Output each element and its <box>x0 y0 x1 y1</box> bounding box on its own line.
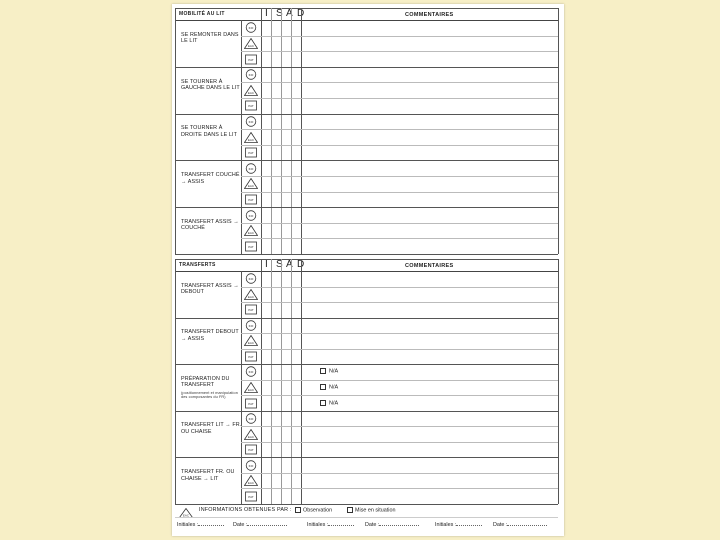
svg-text:INF: INF <box>248 370 254 375</box>
square-icon <box>244 351 258 362</box>
triangle-icon <box>244 225 258 236</box>
comment-cell[interactable] <box>302 52 557 66</box>
svg-text:INF: INF <box>248 277 254 282</box>
score-cell[interactable] <box>292 52 301 66</box>
score-cell[interactable] <box>292 239 301 253</box>
score-cell[interactable] <box>262 412 271 426</box>
score-cell[interactable] <box>262 52 271 66</box>
svg-text:PAT: PAT <box>248 104 254 109</box>
activity-label: TRANSFERT COUCHÉ → ASSIS <box>181 172 240 185</box>
score-cell[interactable] <box>292 427 301 441</box>
score-cell[interactable] <box>262 146 271 160</box>
score-cell[interactable] <box>292 177 301 191</box>
score-cell[interactable] <box>262 177 271 191</box>
score-cell[interactable] <box>262 99 271 113</box>
svg-text:PAT: PAT <box>248 244 254 249</box>
triangle-icon <box>244 178 258 189</box>
score-cell[interactable] <box>282 161 291 175</box>
score-cell[interactable] <box>292 288 301 302</box>
svg-text:PAT: PAT <box>248 197 254 202</box>
square-icon <box>244 147 258 158</box>
comment-cell[interactable] <box>302 146 557 160</box>
frame-left <box>175 259 176 504</box>
score-cell[interactable] <box>262 365 271 379</box>
triangle-icon <box>244 85 258 96</box>
score-cell[interactable] <box>262 272 271 286</box>
score-cell[interactable] <box>262 350 271 364</box>
date-2[interactable]: Date : <box>365 521 419 528</box>
comment-cell[interactable] <box>302 115 557 129</box>
score-cell[interactable] <box>292 37 301 51</box>
score-cell[interactable] <box>262 288 271 302</box>
na-option[interactable]: N/A <box>320 384 338 390</box>
score-cell[interactable] <box>262 37 271 51</box>
score-cell[interactable] <box>262 474 271 488</box>
score-cell[interactable] <box>272 99 281 113</box>
score-cell[interactable] <box>272 427 281 441</box>
comment-cell[interactable] <box>302 193 557 207</box>
svg-text:EAC: EAC <box>247 184 255 189</box>
comment-cell[interactable] <box>302 130 557 144</box>
comment-cell[interactable] <box>302 161 557 175</box>
triangle-icon <box>244 289 258 300</box>
svg-text:EAC: EAC <box>247 137 255 142</box>
comment-cell[interactable] <box>302 474 557 488</box>
svg-text:INF: INF <box>248 119 254 124</box>
col-s: S <box>276 259 283 270</box>
footer <box>175 504 558 534</box>
score-cell[interactable] <box>282 130 291 144</box>
col-d: D <box>297 259 305 270</box>
svg-text:PAT: PAT <box>248 401 254 406</box>
col-d: D <box>297 8 305 19</box>
comment-cell[interactable] <box>302 350 557 364</box>
comment-cell[interactable] <box>302 68 557 82</box>
score-cell[interactable] <box>282 443 291 457</box>
col-a: A <box>286 259 293 270</box>
svg-text:PAT: PAT <box>248 308 254 313</box>
score-cell[interactable] <box>272 239 281 253</box>
activity-label: SE TOURNER À GAUCHE DANS LE LIT <box>181 78 240 92</box>
score-cell[interactable] <box>282 396 291 410</box>
triangle-icon <box>244 475 258 486</box>
square-icon <box>244 304 258 315</box>
comment-cell[interactable] <box>302 239 557 253</box>
score-cell[interactable] <box>272 474 281 488</box>
na-checkbox[interactable] <box>320 368 326 374</box>
score-cell[interactable] <box>292 193 301 207</box>
initials-3[interactable]: Initiales : <box>435 521 482 528</box>
score-cell[interactable] <box>272 37 281 51</box>
score-cell[interactable] <box>282 412 291 426</box>
score-cell[interactable] <box>292 130 301 144</box>
svg-text:EAC: EAC <box>247 90 255 95</box>
square-icon <box>244 241 258 252</box>
score-cell[interactable] <box>282 272 291 286</box>
col-a: A <box>286 8 293 19</box>
na-option[interactable]: N/A <box>320 400 338 406</box>
score-cell[interactable] <box>282 350 291 364</box>
svg-text:EAC: EAC <box>247 231 255 236</box>
comment-cell[interactable] <box>302 365 557 379</box>
na-option[interactable]: N/A <box>320 368 338 374</box>
comment-cell[interactable] <box>302 334 557 348</box>
comment-cell[interactable] <box>302 303 557 317</box>
svg-text:PAT: PAT <box>248 494 254 499</box>
score-cell[interactable] <box>262 83 271 97</box>
triangle-icon <box>244 429 258 440</box>
score-cell[interactable] <box>282 303 291 317</box>
comments-header: COMMENTAIRES <box>405 263 454 269</box>
circle-icon <box>244 460 258 471</box>
score-cell[interactable] <box>292 272 301 286</box>
score-cell[interactable] <box>282 474 291 488</box>
svg-text:INF: INF <box>248 72 254 77</box>
square-icon <box>244 194 258 205</box>
comment-cell[interactable] <box>302 443 557 457</box>
score-cell[interactable] <box>282 458 291 472</box>
score-cell[interactable] <box>292 365 301 379</box>
score-cell[interactable] <box>262 443 271 457</box>
date-1[interactable]: Date : <box>233 521 287 528</box>
score-cell[interactable] <box>262 115 271 129</box>
situation-option[interactable]: Mise en situation <box>347 507 395 513</box>
section-header <box>175 259 558 272</box>
score-cell[interactable] <box>262 396 271 410</box>
assessment-sheet <box>172 4 564 536</box>
score-cell[interactable] <box>262 239 271 253</box>
observation-checkbox[interactable] <box>295 507 301 513</box>
svg-text:PAT: PAT <box>248 354 254 359</box>
circle-icon <box>244 163 258 174</box>
svg-text:INF: INF <box>248 463 254 468</box>
score-cell[interactable] <box>282 83 291 97</box>
comment-cell[interactable] <box>302 99 557 113</box>
score-cell[interactable] <box>272 52 281 66</box>
score-cell[interactable] <box>292 396 301 410</box>
triangle-icon <box>244 335 258 346</box>
svg-text:EAC: EAC <box>247 43 255 48</box>
score-cell[interactable] <box>282 334 291 348</box>
svg-text:INF: INF <box>248 416 254 421</box>
na-checkbox[interactable] <box>320 400 326 406</box>
score-cell[interactable] <box>292 224 301 238</box>
frame-top <box>175 8 558 9</box>
score-cell[interactable] <box>272 177 281 191</box>
score-cell[interactable] <box>292 381 301 395</box>
date-3[interactable]: Date : <box>493 521 547 528</box>
score-cell[interactable] <box>292 161 301 175</box>
circle-icon <box>244 413 258 424</box>
score-cell[interactable] <box>272 115 281 129</box>
comment-cell[interactable] <box>302 381 557 395</box>
activity-label: TRANSFERT ASSIS → COUCHÉ <box>181 218 239 232</box>
svg-text:EAC: EAC <box>247 294 255 299</box>
score-cell[interactable] <box>262 224 271 238</box>
comment-cell[interactable] <box>302 412 557 426</box>
score-cell[interactable] <box>282 239 291 253</box>
score-cell[interactable] <box>292 83 301 97</box>
col-s: S <box>276 8 283 19</box>
score-cell[interactable] <box>262 68 271 82</box>
circle-icon <box>244 116 258 127</box>
score-cell[interactable] <box>282 115 291 129</box>
svg-text:PAT: PAT <box>248 57 254 62</box>
svg-text:INF: INF <box>248 26 254 31</box>
svg-text:PAT: PAT <box>248 447 254 452</box>
triangle-icon <box>244 382 258 393</box>
score-cell[interactable] <box>292 350 301 364</box>
score-cell[interactable] <box>282 208 291 222</box>
score-cell[interactable] <box>282 52 291 66</box>
activity-label: SE TOURNER À DROITE DANS LE LIT <box>181 125 238 138</box>
score-cell[interactable] <box>262 208 271 222</box>
score-cell[interactable] <box>282 288 291 302</box>
score-cell[interactable] <box>272 489 281 503</box>
comment-cell[interactable] <box>302 224 557 238</box>
comments-header: COMMENTAIRES <box>405 12 454 18</box>
score-cell[interactable] <box>262 489 271 503</box>
svg-text:EAC: EAC <box>247 341 255 346</box>
activity-label: TRANSFERT ASSIS → DEBOUT <box>181 282 239 296</box>
score-cell[interactable] <box>282 489 291 503</box>
score-cell[interactable] <box>272 334 281 348</box>
col-i: I <box>265 8 268 19</box>
score-cell[interactable] <box>282 21 291 35</box>
circle-icon <box>244 366 258 377</box>
score-cell[interactable] <box>282 68 291 82</box>
square-icon <box>244 100 258 111</box>
score-cell[interactable] <box>262 193 271 207</box>
comment-cell[interactable] <box>302 427 557 441</box>
score-cell[interactable] <box>272 161 281 175</box>
score-cell[interactable] <box>272 21 281 35</box>
score-cell[interactable] <box>272 381 281 395</box>
score-cell[interactable] <box>292 319 301 333</box>
comment-cell[interactable] <box>302 83 557 97</box>
circle-icon <box>244 210 258 221</box>
score-cell[interactable] <box>272 146 281 160</box>
score-cell[interactable] <box>292 115 301 129</box>
score-cell[interactable] <box>292 443 301 457</box>
square-icon <box>244 398 258 409</box>
info-obtained-label: INFORMATIONS OBTENUES PAR : <box>199 507 292 513</box>
score-cell[interactable] <box>272 83 281 97</box>
svg-text:INF: INF <box>248 323 254 328</box>
score-cell[interactable] <box>282 224 291 238</box>
score-cell[interactable] <box>292 489 301 503</box>
score-cell[interactable] <box>282 99 291 113</box>
score-cell[interactable] <box>292 68 301 82</box>
score-cell[interactable] <box>262 21 271 35</box>
score-cell[interactable] <box>272 130 281 144</box>
score-cell[interactable] <box>282 193 291 207</box>
score-cell[interactable] <box>272 208 281 222</box>
score-cell[interactable] <box>262 319 271 333</box>
initials-1[interactable]: Initiales : <box>177 521 224 528</box>
circle-icon <box>244 320 258 331</box>
score-cell[interactable] <box>282 381 291 395</box>
frame-right <box>558 8 559 254</box>
circle-icon <box>244 273 258 284</box>
score-cell[interactable] <box>292 303 301 317</box>
svg-text:EAC: EAC <box>247 388 255 392</box>
svg-text:PAT: PAT <box>248 150 254 155</box>
score-cell[interactable] <box>262 161 271 175</box>
score-cell[interactable] <box>272 412 281 426</box>
activity-label: PRÉPARATION DU TRANSFERT (positionnement et manipulation des composantes du FR) <box>181 375 238 400</box>
square-icon <box>244 444 258 455</box>
comment-cell[interactable] <box>302 489 557 503</box>
situation-checkbox[interactable] <box>347 507 353 513</box>
score-cell[interactable] <box>292 146 301 160</box>
square-icon <box>244 491 258 502</box>
score-cell[interactable] <box>292 208 301 222</box>
score-cell[interactable] <box>262 381 271 395</box>
frame-bottom <box>175 254 558 255</box>
score-cell[interactable] <box>282 37 291 51</box>
score-cell[interactable] <box>262 334 271 348</box>
score-cell[interactable] <box>262 458 271 472</box>
frame-left <box>175 8 176 254</box>
activity-label: TRANSFERT LIT → FR. OU CHAISE <box>181 422 242 436</box>
svg-text:EAC: EAC <box>247 434 255 439</box>
score-cell[interactable] <box>272 458 281 472</box>
score-cell[interactable] <box>292 334 301 348</box>
comment-cell[interactable] <box>302 288 557 302</box>
circle-icon <box>244 22 258 33</box>
score-cell[interactable] <box>262 130 271 144</box>
col-i: I <box>265 259 268 270</box>
activity-label: SE REMONTER DANS LE LIT <box>181 31 239 45</box>
comment-cell[interactable] <box>302 37 557 51</box>
frame-top <box>175 259 558 260</box>
comment-cell[interactable] <box>302 21 557 35</box>
comment-cell[interactable] <box>302 272 557 286</box>
comment-cell[interactable] <box>302 208 557 222</box>
score-cell[interactable] <box>282 319 291 333</box>
score-cell[interactable] <box>292 412 301 426</box>
observation-option[interactable]: Observation <box>295 507 332 513</box>
initials-2[interactable]: Initiales : <box>307 521 354 528</box>
frame-right <box>558 259 559 504</box>
score-cell[interactable] <box>272 350 281 364</box>
square-icon <box>244 54 258 65</box>
score-cell[interactable] <box>272 319 281 333</box>
svg-text:INF: INF <box>248 213 254 218</box>
score-cell[interactable] <box>272 396 281 410</box>
section-transfers <box>175 259 558 504</box>
score-cell[interactable] <box>272 303 281 317</box>
score-cell[interactable] <box>282 146 291 160</box>
comment-cell[interactable] <box>302 458 557 472</box>
section-title: MOBILITÉ AU LIT <box>179 11 225 17</box>
score-cell[interactable] <box>282 365 291 379</box>
triangle-icon <box>244 38 258 49</box>
score-cell[interactable] <box>292 474 301 488</box>
score-cell[interactable] <box>292 458 301 472</box>
circle-icon <box>244 69 258 80</box>
triangle-icon <box>244 132 258 143</box>
activity-label: TRANSFERT FR. OU CHAISE → LIT <box>181 469 235 482</box>
score-cell[interactable] <box>272 68 281 82</box>
na-checkbox[interactable] <box>320 384 326 390</box>
score-cell[interactable] <box>282 177 291 191</box>
score-cell[interactable] <box>292 21 301 35</box>
score-cell[interactable] <box>272 365 281 379</box>
score-cell[interactable] <box>292 99 301 113</box>
score-cell[interactable] <box>272 272 281 286</box>
score-cell[interactable] <box>262 427 271 441</box>
comment-cell[interactable] <box>302 177 557 191</box>
section-header <box>175 8 558 21</box>
comment-cell[interactable] <box>302 319 557 333</box>
score-cell[interactable] <box>272 288 281 302</box>
score-cell[interactable] <box>262 303 271 317</box>
comment-cell[interactable] <box>302 396 557 410</box>
section-title: TRANSFERTS <box>179 262 216 268</box>
svg-text:EAC: EAC <box>182 513 190 518</box>
section-bed-mobility <box>175 8 558 254</box>
score-cell[interactable] <box>272 193 281 207</box>
svg-text:EAC: EAC <box>247 481 255 486</box>
svg-text:INF: INF <box>248 166 254 171</box>
score-cell[interactable] <box>282 427 291 441</box>
score-cell[interactable] <box>272 224 281 238</box>
activity-label: TRANSFERT DEBOUT → ASSIS <box>181 329 239 342</box>
score-cell[interactable] <box>272 443 281 457</box>
